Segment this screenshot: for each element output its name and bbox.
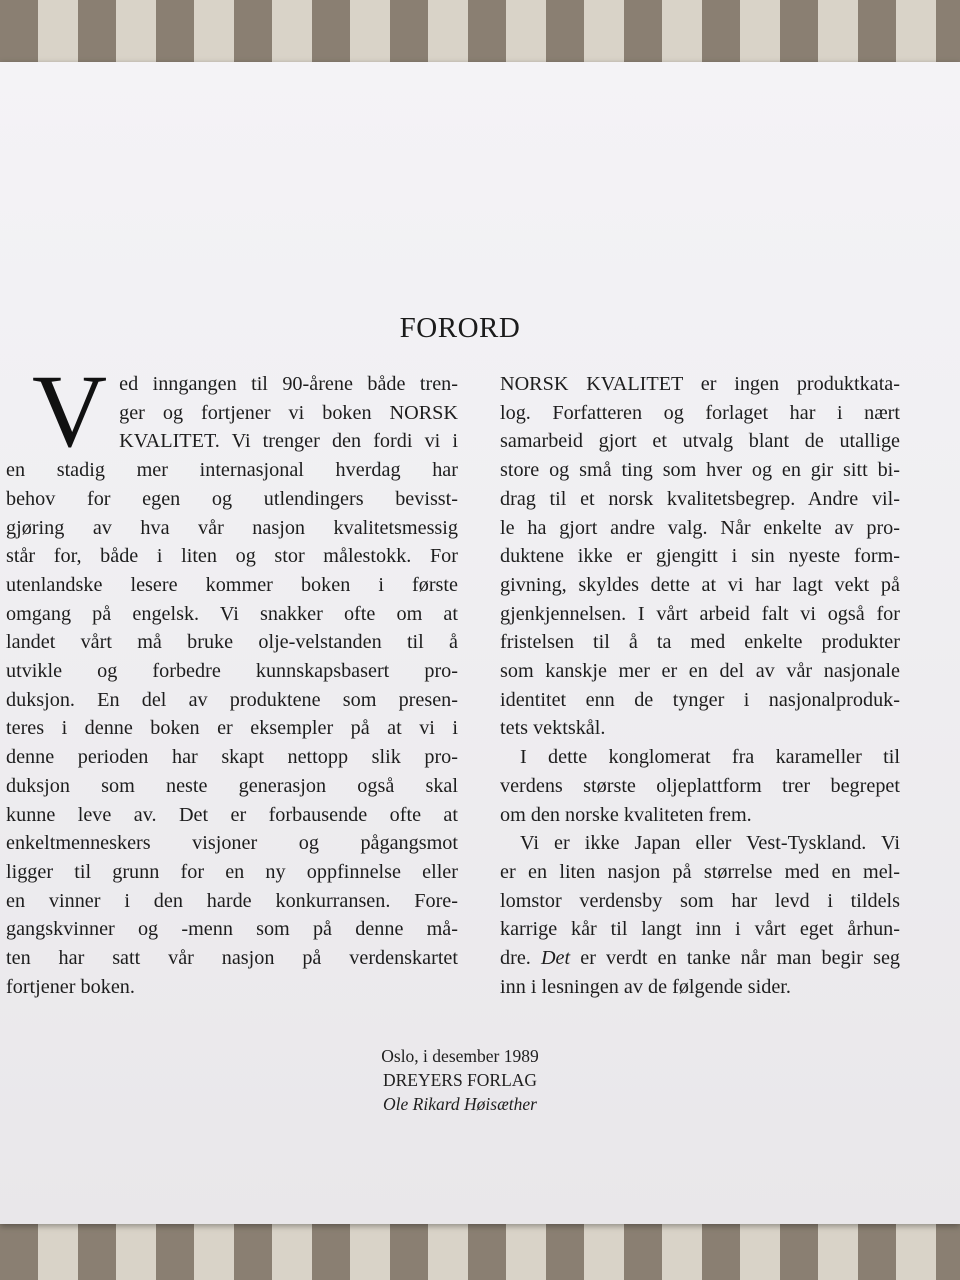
text-fragment: dre. [500, 947, 541, 970]
text-line: drag til et norsk kvalitetsbegrep. Andre vil- [500, 487, 900, 510]
text-line: KVALITET. Vi trenger den fordi vi i [119, 430, 458, 453]
text-line: står for, både i liten og stor målestokk. For [6, 545, 458, 568]
text-line: tets vektskål. [500, 717, 606, 740]
text-line [500, 944, 900, 973]
place-date: Oslo, i desember 1989 [381, 1046, 539, 1066]
text-line: NORSK KVALITET er ingen produktkata- [500, 373, 900, 395]
text-line: en vinner i den harde konkurransen. Fore- [6, 889, 458, 912]
text-line: som kanskje mer er en del av vår nasjonale [500, 660, 900, 683]
signature-block [0, 1044, 920, 1116]
text-line: denne perioden har skapt nettopp slik pro- [6, 746, 458, 769]
text-line: duksjon som neste generasjon også skal [6, 774, 458, 797]
text-line: ger og fortjener vi boken NORSK [119, 401, 458, 424]
text-line: gangskvinner og -menn som på denne må- [6, 918, 458, 941]
text-line: Vi er ikke Japan eller Vest-Tyskland. Vi [520, 832, 900, 855]
text-line: er en liten nasjon på størrelse med en mel- [500, 860, 900, 883]
text-line: teres i denne boken er eksempler på at vi i [6, 717, 458, 740]
text-line: gjenkjennelsen. I vårt arbeid falt vi også for [500, 602, 900, 625]
text-line: identitet enn de tynger i nasjonalproduk- [500, 688, 900, 711]
text-line: en stadig mer internasjonal hverdag har [6, 459, 458, 482]
text-line: behov for egen og utlendingers bevisst- [6, 487, 458, 510]
text-line: kunne leve av. Det er forbausende ofte at [6, 803, 458, 826]
italic-word: Det [540, 947, 571, 970]
text-line: lomstor verdensby som har levd i tildels [500, 889, 900, 912]
text-line: enkeltmenneskers visjoner og pågangsmot [6, 832, 458, 855]
left-column [6, 354, 458, 1001]
text-fragment: er verdt en tanke når man begir seg [570, 947, 900, 970]
text-line: verdens største oljeplattform trer begrepet [500, 774, 900, 797]
text-line: duktene ikke er gjengitt i sin nyeste form- [500, 545, 900, 568]
page-title: FORORD [399, 312, 521, 344]
text-line: karrige kår til langt inn i vårt eget århun- [500, 918, 900, 941]
text-line: log. Forfatteren og forlaget har i nært [500, 401, 900, 424]
text-line: ligger til grunn for en ny oppfinnelse eller [6, 860, 458, 883]
author-name: Ole Rikard Høisæther [383, 1094, 537, 1114]
text-line: landet vårt må bruke olje-velstanden til å [6, 631, 458, 654]
text-line: duksjon. En del av produktene som presen- [6, 688, 458, 711]
text-line: inn i lesningen av de følgende sider. [500, 975, 791, 998]
text-line: givning, skyldes dette at vi har lagt vekt på [500, 573, 900, 596]
drop-cap: V [32, 354, 108, 469]
background-fabric [0, 1224, 960, 1280]
text-line: utvikle og forbedre kunnskapsbasert pro- [6, 660, 458, 683]
text-line: samarbeid gjort et utvalg blant de utallige [500, 430, 900, 453]
text-line: store og små ting som hver og en gir sitt bi- [500, 459, 900, 482]
text-line: fristelsen til å ta med enkelte produkter [500, 631, 900, 654]
text-line: ten har satt vår nasjon på verdenskartet [6, 947, 458, 970]
text-line: om den norske kvaliteten frem. [500, 803, 752, 826]
text-line: le ha gjort andre valg. Når enkelte av pro- [500, 516, 900, 539]
text-line: fortjener boken. [6, 975, 135, 998]
book-page [0, 62, 960, 1224]
text-line: omgang på engelsk. Vi snakker ofte om at [6, 602, 458, 625]
text-line: gjøring av hva vår nasjon kvalitetsmessig [6, 516, 458, 539]
right-column [500, 370, 900, 1001]
text-line: utenlandske lesere kommer boken i første [6, 573, 458, 596]
text-line: ed inngangen til 90-årene både tren- [119, 373, 458, 395]
publisher-name: DREYERS FORLAG [382, 1070, 538, 1090]
text-line: I dette konglomerat fra karameller til [520, 746, 900, 769]
